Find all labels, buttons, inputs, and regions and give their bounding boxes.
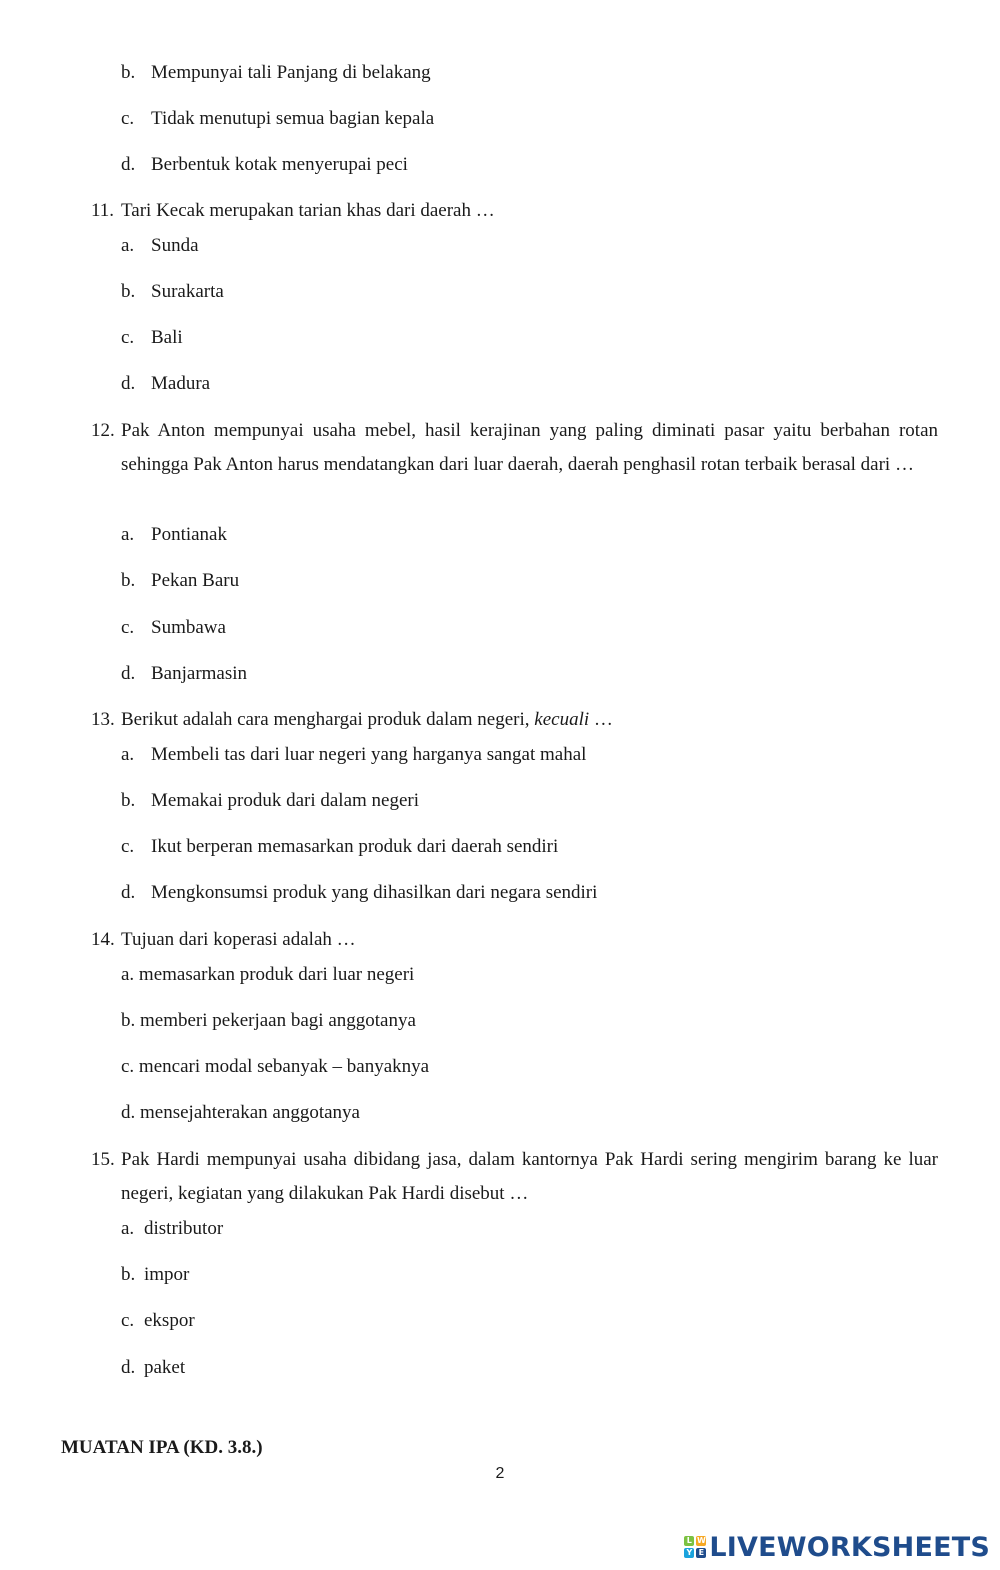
q10-option-b[interactable] <box>121 62 431 84</box>
option-text: Pekan Baru <box>151 570 240 591</box>
question-15-number: 15. <box>91 1149 115 1170</box>
option-text: Mempunyai tali Panjang di belakang <box>151 62 431 83</box>
option-label: d. <box>121 154 136 175</box>
option-text: Membeli tas dari luar negeri yang harganya sangat mahal <box>151 744 587 765</box>
q10-option-d[interactable] <box>121 154 408 176</box>
option-label: b. <box>121 281 136 302</box>
option-label: d. <box>121 882 136 903</box>
liveworksheets-logo <box>684 1530 990 1564</box>
option-text: Tidak menutupi semua bagian kepala <box>151 108 435 129</box>
logo-text: LIVEWORKSHEETS <box>709 1531 990 1563</box>
q14-option-a[interactable]: a. memasarkan produk dari luar negeri <box>121 964 415 985</box>
option-label: b. <box>121 1264 136 1285</box>
option-text: paket <box>144 1357 186 1378</box>
q12-option-c[interactable] <box>121 617 226 639</box>
logo-grid-icon <box>684 1536 706 1558</box>
logo-cell: E <box>696 1548 706 1558</box>
q14-option-c[interactable]: c. mencari modal sebanyak – banyaknya <box>121 1056 430 1077</box>
option-text: Sumbawa <box>151 617 226 638</box>
option-label: b. <box>121 62 136 83</box>
question-text: Tujuan dari koperasi adalah … <box>121 929 356 950</box>
option-text: Surakarta <box>151 281 224 302</box>
option-label: d. <box>121 1357 136 1378</box>
question-12-text: Pak Anton mempunyai usaha mebel, hasil kerajinan yang paling diminati pasar yaitu berbahan rotan sehingga Pak Anton harus mendatangkan dari luar daerah, daerah penghasil rotan terbaik berasal dari … <box>121 420 938 475</box>
logo-cell: W <box>696 1536 706 1545</box>
q15-option-c[interactable] <box>121 1310 195 1332</box>
q13-option-b[interactable] <box>121 790 419 812</box>
logo-cell: L <box>684 1536 694 1546</box>
option-text: impor <box>144 1264 190 1285</box>
q11-option-a[interactable] <box>121 235 199 257</box>
question-emphasis: kecuali <box>534 709 590 730</box>
option-label: c. <box>121 836 135 857</box>
question-number: 13. <box>91 709 115 730</box>
q11-option-c[interactable] <box>121 327 183 349</box>
option-text: Mengkonsumsi produk yang dihasilkan dari negara sendiri <box>151 882 598 903</box>
q12-option-d[interactable] <box>121 663 247 685</box>
question-11 <box>91 200 495 222</box>
option-text: Berbentuk kotak menyerupai peci <box>151 154 408 175</box>
question-text: Tari Kecak merupakan tarian khas dari daerah … <box>121 200 495 221</box>
q10-option-c[interactable] <box>121 108 434 130</box>
logo-cell: Y <box>684 1548 694 1558</box>
q12-option-b[interactable] <box>121 570 239 592</box>
page-number: 2 <box>495 1465 505 1482</box>
q15-option-a[interactable] <box>121 1218 223 1240</box>
question-14 <box>91 929 356 951</box>
option-label: b. <box>121 790 136 811</box>
option-label: a. <box>121 1218 135 1239</box>
question-15-text: Pak Hardi mempunyai usaha dibidang jasa, dalam kantornya Pak Hardi sering mengirim barang ke luar negeri, kegiatan yang dilakukan Pak Hardi disebut … <box>121 1149 938 1204</box>
option-text: Sunda <box>151 235 199 256</box>
option-text: ekspor <box>144 1310 195 1331</box>
option-label: c. <box>121 1310 135 1331</box>
option-label: d. <box>121 663 136 684</box>
q13-option-c[interactable] <box>121 836 558 858</box>
option-text: distributor <box>144 1218 224 1239</box>
question-number: 14. <box>91 929 115 950</box>
question-text: Berikut adalah cara menghargai produk dalam negeri, <box>121 709 530 730</box>
option-text: Memakai produk dari dalam negeri <box>151 790 420 811</box>
q14-option-b[interactable]: b. memberi pekerjaan bagi anggotanya <box>121 1010 416 1031</box>
option-text: Pontianak <box>151 524 227 545</box>
q13-option-a[interactable] <box>121 744 586 766</box>
option-label: b. <box>121 570 136 591</box>
option-label: a. <box>121 235 135 256</box>
q14-option-d[interactable]: d. mensejahterakan anggotanya <box>121 1102 360 1123</box>
option-text: Ikut berperan memasarkan produk dari daerah sendiri <box>151 836 559 857</box>
section-heading: MUATAN IPA (KD. 3.8.) <box>61 1437 263 1458</box>
option-label: c. <box>121 327 135 348</box>
q12-option-a[interactable] <box>121 524 227 546</box>
q13-option-d[interactable] <box>121 882 597 904</box>
option-text: Madura <box>151 373 211 394</box>
q15-option-d[interactable] <box>121 1357 185 1379</box>
option-label: a. <box>121 524 135 545</box>
question-13 <box>91 709 613 731</box>
q15-option-b[interactable] <box>121 1264 189 1286</box>
option-text: Bali <box>151 327 183 348</box>
option-label: d. <box>121 373 136 394</box>
option-label: c. <box>121 108 135 129</box>
question-number: 11. <box>91 200 115 221</box>
question-12-number: 12. <box>91 420 115 441</box>
q11-option-d[interactable] <box>121 373 210 395</box>
option-label: a. <box>121 744 135 765</box>
q11-option-b[interactable] <box>121 281 224 303</box>
question-ellipsis: … <box>593 709 613 730</box>
option-label: c. <box>121 617 135 638</box>
option-text: Banjarmasin <box>151 663 248 684</box>
